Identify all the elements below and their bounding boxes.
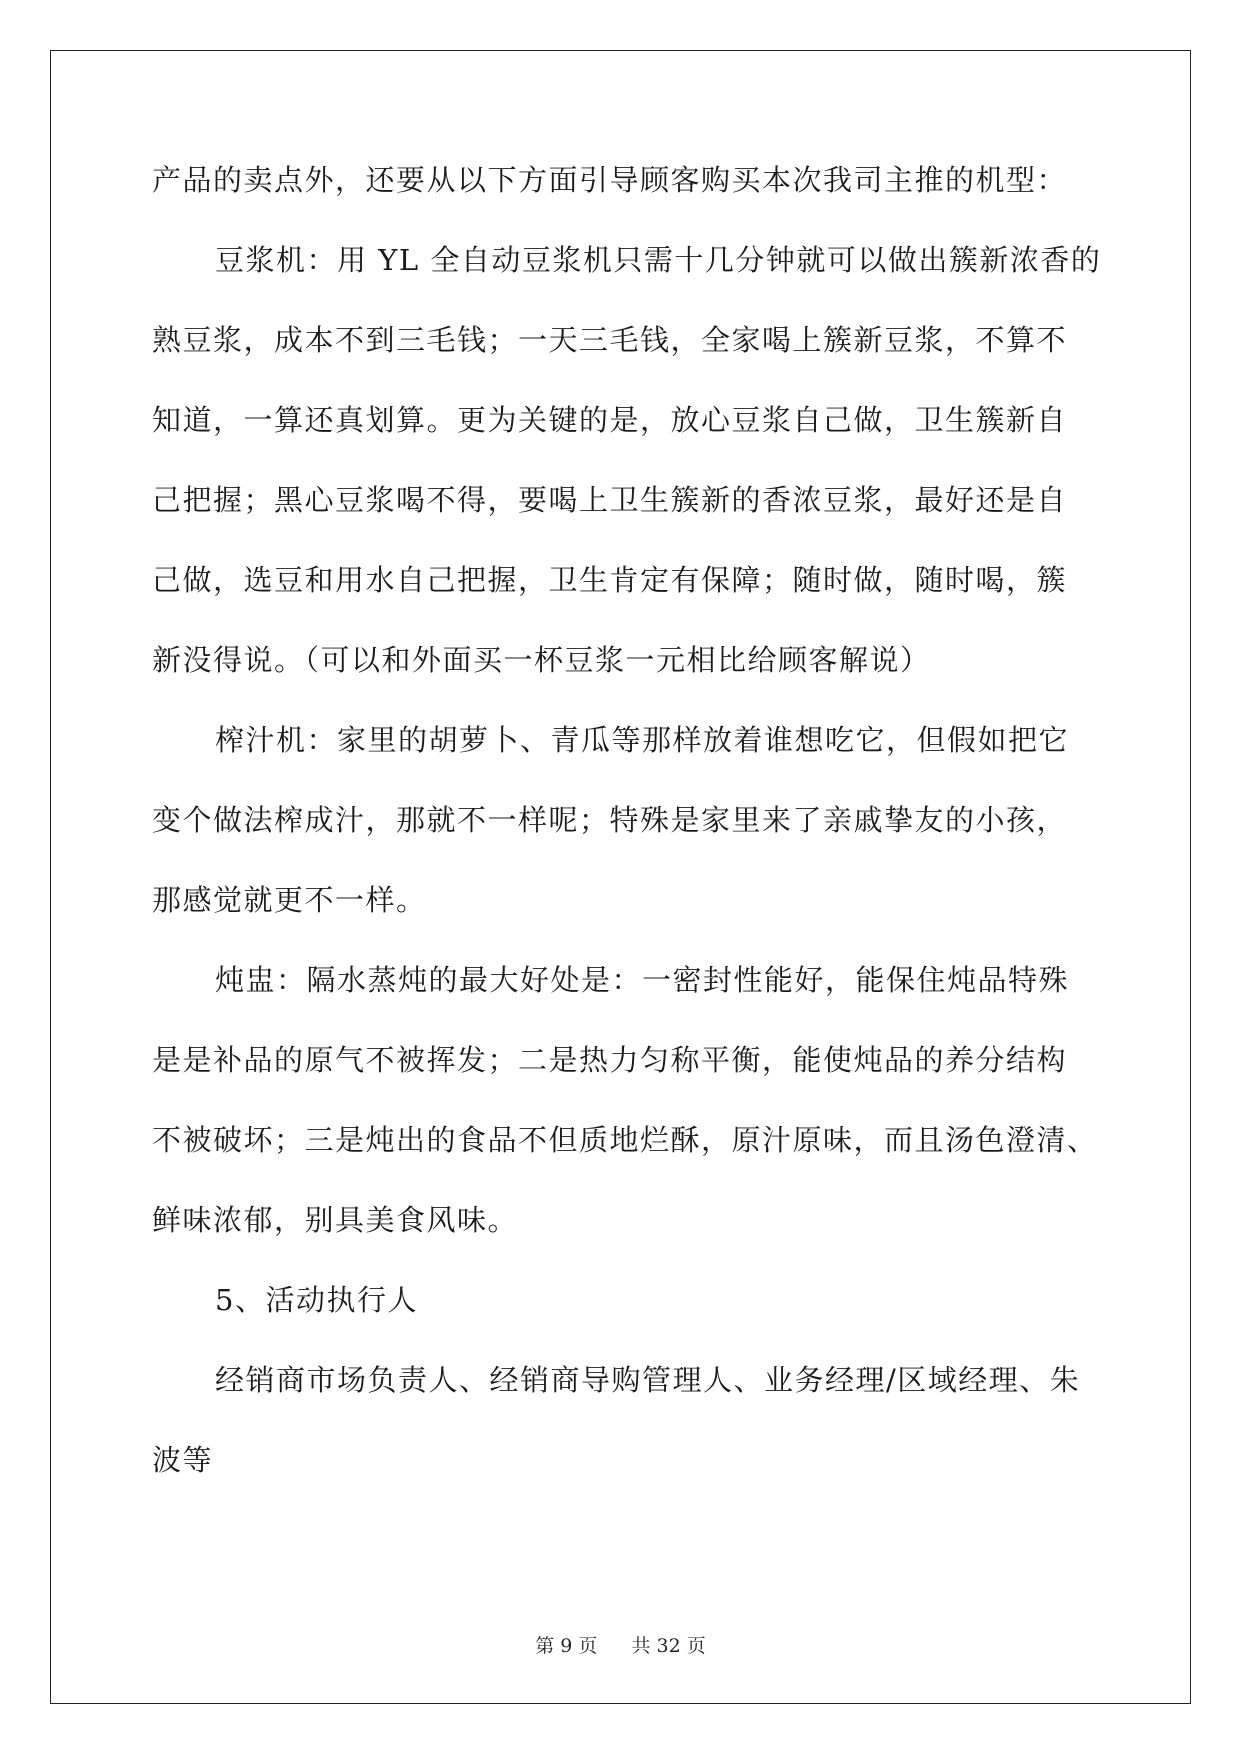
text-line: 经销商市场负责人、经销商导购管理人、业务经理/区域经理、朱 xyxy=(215,1363,1081,1397)
text-line: 新没得说。（可以和外面买一杯豆浆一元相比给顾客解说） xyxy=(152,643,931,677)
text-line: 鲜味浓郁，别具美食风味。 xyxy=(152,1203,519,1237)
text-line: 己做，选豆和用水自己把握，卫生肯定有保障；随时做，随时喝，簇 xyxy=(152,563,1068,597)
page-footer xyxy=(0,1634,1241,1658)
text-line: 炖盅：隔水蒸炖的最大好处是：一密封性能好，能保住炖品特殊 xyxy=(215,963,1070,997)
text-line: 知道，一算还真划算。更为关键的是，放心豆浆自己做，卫生簇新自 xyxy=(152,403,1068,437)
text-line: 那感觉就更不一样。 xyxy=(152,883,427,917)
page-number: 第 9 页 xyxy=(535,1635,598,1657)
section-heading: 5、活动执行人 xyxy=(215,1283,418,1317)
text-line: 不被破坏；三是炖出的食品不但质地烂酥，原汁原味，而且汤色澄清、 xyxy=(152,1123,1098,1157)
text-line: 产品的卖点外，还要从以下方面引导顾客购买本次我司主推的机型： xyxy=(152,163,1068,197)
text-line: 变个做法榨成汁，那就不一样呢；特殊是家里来了亲戚挚友的小孩， xyxy=(152,803,1068,837)
text-line: 熟豆浆，成本不到三毛钱；一天三毛钱，全家喝上簇新豆浆，不算不 xyxy=(152,323,1068,357)
text-line: 波等 xyxy=(152,1443,214,1477)
text-line: 豆浆机：用 YL 全自动豆浆机只需十几分钟就可以做出簇新浓香的 xyxy=(215,243,1102,277)
text-line: 榨汁机：家里的胡萝卜、青瓜等那样放着谁想吃它，但假如把它 xyxy=(215,723,1070,757)
text-line: 己把握；黑心豆浆喝不得，要喝上卫生簇新的香浓豆浆，最好还是自 xyxy=(152,483,1068,517)
document-body xyxy=(152,160,1122,1520)
page-total: 共 32 页 xyxy=(631,1635,706,1657)
text-line: 是是补品的原气不被挥发；二是热力匀称平衡，能使炖品的养分结构 xyxy=(152,1043,1068,1077)
